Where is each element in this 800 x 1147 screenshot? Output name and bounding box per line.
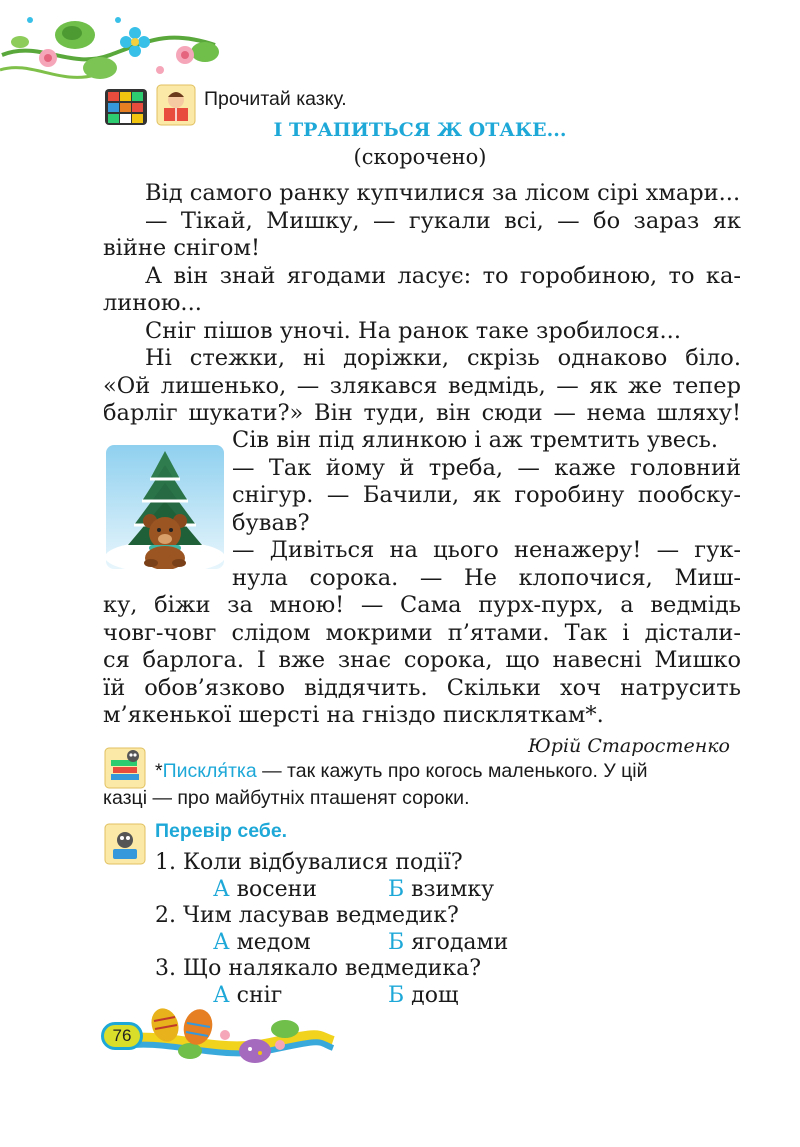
floral-branch-decoration bbox=[0, 0, 230, 90]
story-line: їй обов’язково віддячить. Скільки хоч натрусить bbox=[103, 674, 741, 701]
option-text: дощ bbox=[411, 983, 459, 1008]
option-text: медом bbox=[236, 930, 311, 955]
story-text-wrapped bbox=[232, 427, 741, 592]
story-line: ся барлога. І вже знає сорока, що навесні Мишко bbox=[103, 647, 741, 673]
option-text: сніг bbox=[236, 983, 283, 1008]
story-line: — Тікай, Мишку, — гукали всі, — бо зараз як bbox=[145, 207, 741, 234]
option-text: взимку bbox=[411, 877, 495, 902]
option-letter: А bbox=[213, 983, 230, 1008]
story-line: війне снігом! bbox=[103, 235, 260, 261]
check-yourself-icon bbox=[103, 822, 147, 866]
option-text: ягодами bbox=[411, 930, 509, 955]
footnote-term: Пискля́тка bbox=[162, 760, 257, 782]
question-1: 1. Коли відбувалися події? bbox=[155, 850, 463, 875]
story-text-bottom bbox=[103, 592, 741, 730]
option-text: восени bbox=[236, 877, 317, 902]
answer-2a[interactable] bbox=[213, 930, 311, 955]
question-2: 2. Чим ласував ведмедик? bbox=[155, 903, 459, 928]
story-line: Сніг пішов уночі. На ранок таке зробилося... bbox=[145, 317, 681, 344]
instruction-text: Прочитай казку. bbox=[204, 88, 347, 110]
story-line: — Дивіться на цього ненажеру! — гук- bbox=[232, 537, 741, 563]
story-text-top bbox=[103, 180, 741, 428]
story-line: Ні стежки, ні доріжки, скрізь однаково біло. bbox=[145, 345, 741, 371]
option-letter: А bbox=[213, 930, 230, 955]
answer-1a[interactable] bbox=[213, 877, 317, 902]
option-letter: А bbox=[213, 877, 230, 902]
story-line: А він знай ягодами ласує: то горобиною, то ка- bbox=[145, 262, 741, 289]
story-line: линою... bbox=[103, 290, 202, 316]
story-line: снігур. — Бачили, як горобину пообску- bbox=[232, 482, 741, 508]
answer-3b[interactable] bbox=[388, 983, 458, 1008]
story-line: Від самого ранку купчилися за лісом сірі хмари... bbox=[145, 180, 741, 206]
story-line: — Так йому й треба, — каже головний bbox=[232, 454, 741, 481]
footnote-star: * bbox=[155, 760, 163, 782]
footnote bbox=[155, 758, 745, 785]
story-title: І ТРАПИТЬСЯ Ж ОТАКЕ... bbox=[273, 119, 567, 141]
footnote-definition: — так кажуть про когось маленького. У цій bbox=[256, 760, 648, 782]
page-number: 76 bbox=[101, 1022, 143, 1050]
books-owl-icon bbox=[103, 746, 147, 790]
answer-1b[interactable] bbox=[388, 877, 494, 902]
author-name: Юрій Старостенко bbox=[528, 735, 730, 757]
story-line: нула сорока. — Не клопочися, Миш- bbox=[232, 564, 741, 591]
story-line: м’якенької шерсті на гніздо пискляткам*. bbox=[103, 702, 604, 728]
story-subtitle: (скорочено) bbox=[353, 145, 487, 169]
story-line: човг-човг слідом мокрими п’ятами. Так і дістали- bbox=[103, 619, 741, 646]
footnote-line2: казці — про майбутніх пташенят сороки. bbox=[103, 787, 470, 809]
option-letter: Б bbox=[388, 930, 405, 955]
question-3: 3. Що налякало ведмедика? bbox=[155, 956, 481, 981]
answer-2b[interactable] bbox=[388, 930, 508, 955]
check-heading: Перевір себе. bbox=[155, 820, 288, 842]
story-line: Сів він під ялинкою і аж тремтить увесь. bbox=[232, 427, 719, 453]
story-line: «Ой лишенько, — злякався ведмідь, — як же тепер bbox=[103, 372, 741, 399]
story-line: бував? bbox=[232, 509, 310, 536]
story-line: ку, біжи за мною! — Сама пурх-пурх, а ведмідь bbox=[103, 592, 741, 618]
story-line: барліг шукати?» Він туди, він сюди — нема шляху! bbox=[103, 400, 741, 426]
bear-under-fir-tree-illustration bbox=[106, 445, 224, 569]
option-letter: Б bbox=[388, 983, 405, 1008]
option-letter: Б bbox=[388, 877, 405, 902]
